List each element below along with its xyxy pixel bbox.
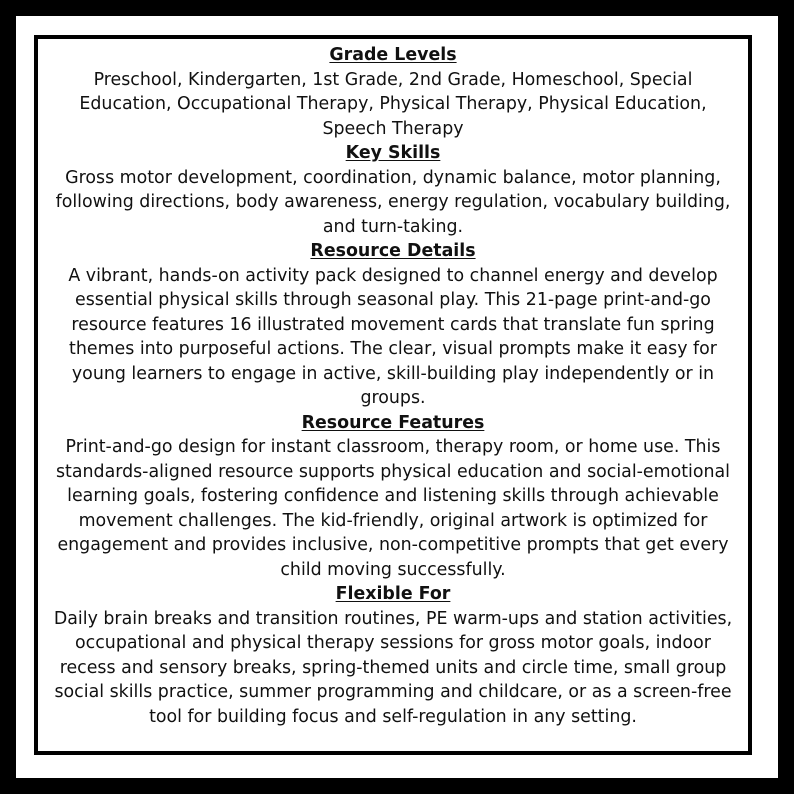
description-content [46,43,740,729]
section-grade-levels [46,43,740,141]
grade-levels-heading: Grade Levels [329,45,457,65]
resource-features-heading: Resource Features [301,412,485,433]
resource-features-text: Print-and-go design for instant classroom, therapy room, or home use. This standards-aligned resource supports physical education and social-emotional learning goals, fostering confidence and listening skills through achievable movement challenges. The kid-friendly, original artwork is optimized for engagement and provides inclusive, non-competitive prompts that get every child moving successfully. [55,437,731,580]
flexible-for-text: Daily brain breaks and transition routines, PE warm-ups and station activities, occupational and physical therapy sessions for gross motor goals, indoor recess and sensory breaks, spring-themed units and circle time, small group social skills practice, summer programming and childcare, or as a screen-free tool for building focus and self-regulation in any setting. [53,608,733,727]
section-resource-details [46,239,740,411]
resource-details-text: A vibrant, hands-on activity pack designed to channel energy and develop essential physical skills through seasonal play. This 21-page print-and-go resource features 16 illustrated movement cards that translate fun spring themes into purposeful actions. The clear, visual prompts make it easy for young learners to engage in active, skill-building play independently or in groups. [68,265,718,408]
grade-levels-text: Preschool, Kindergarten, 1st Grade, 2nd Grade, Homeschool, Special Education, Occupational Therapy, Physical Therapy, Physical Education, Speech Therapy [79,69,707,139]
flexible-for-heading: Flexible For [335,584,451,604]
inner-border-box [34,35,752,755]
outer-frame [16,16,778,778]
section-resource-features [46,411,740,583]
key-skills-heading: Key Skills [345,143,441,163]
section-key-skills [46,141,740,239]
key-skills-text: Gross motor development, coordination, dynamic balance, motor planning, following directions, body awareness, energy regulation, vocabulary building, and turn-taking. [55,167,731,237]
resource-details-heading: Resource Details [310,241,476,261]
section-flexible-for [46,582,740,729]
